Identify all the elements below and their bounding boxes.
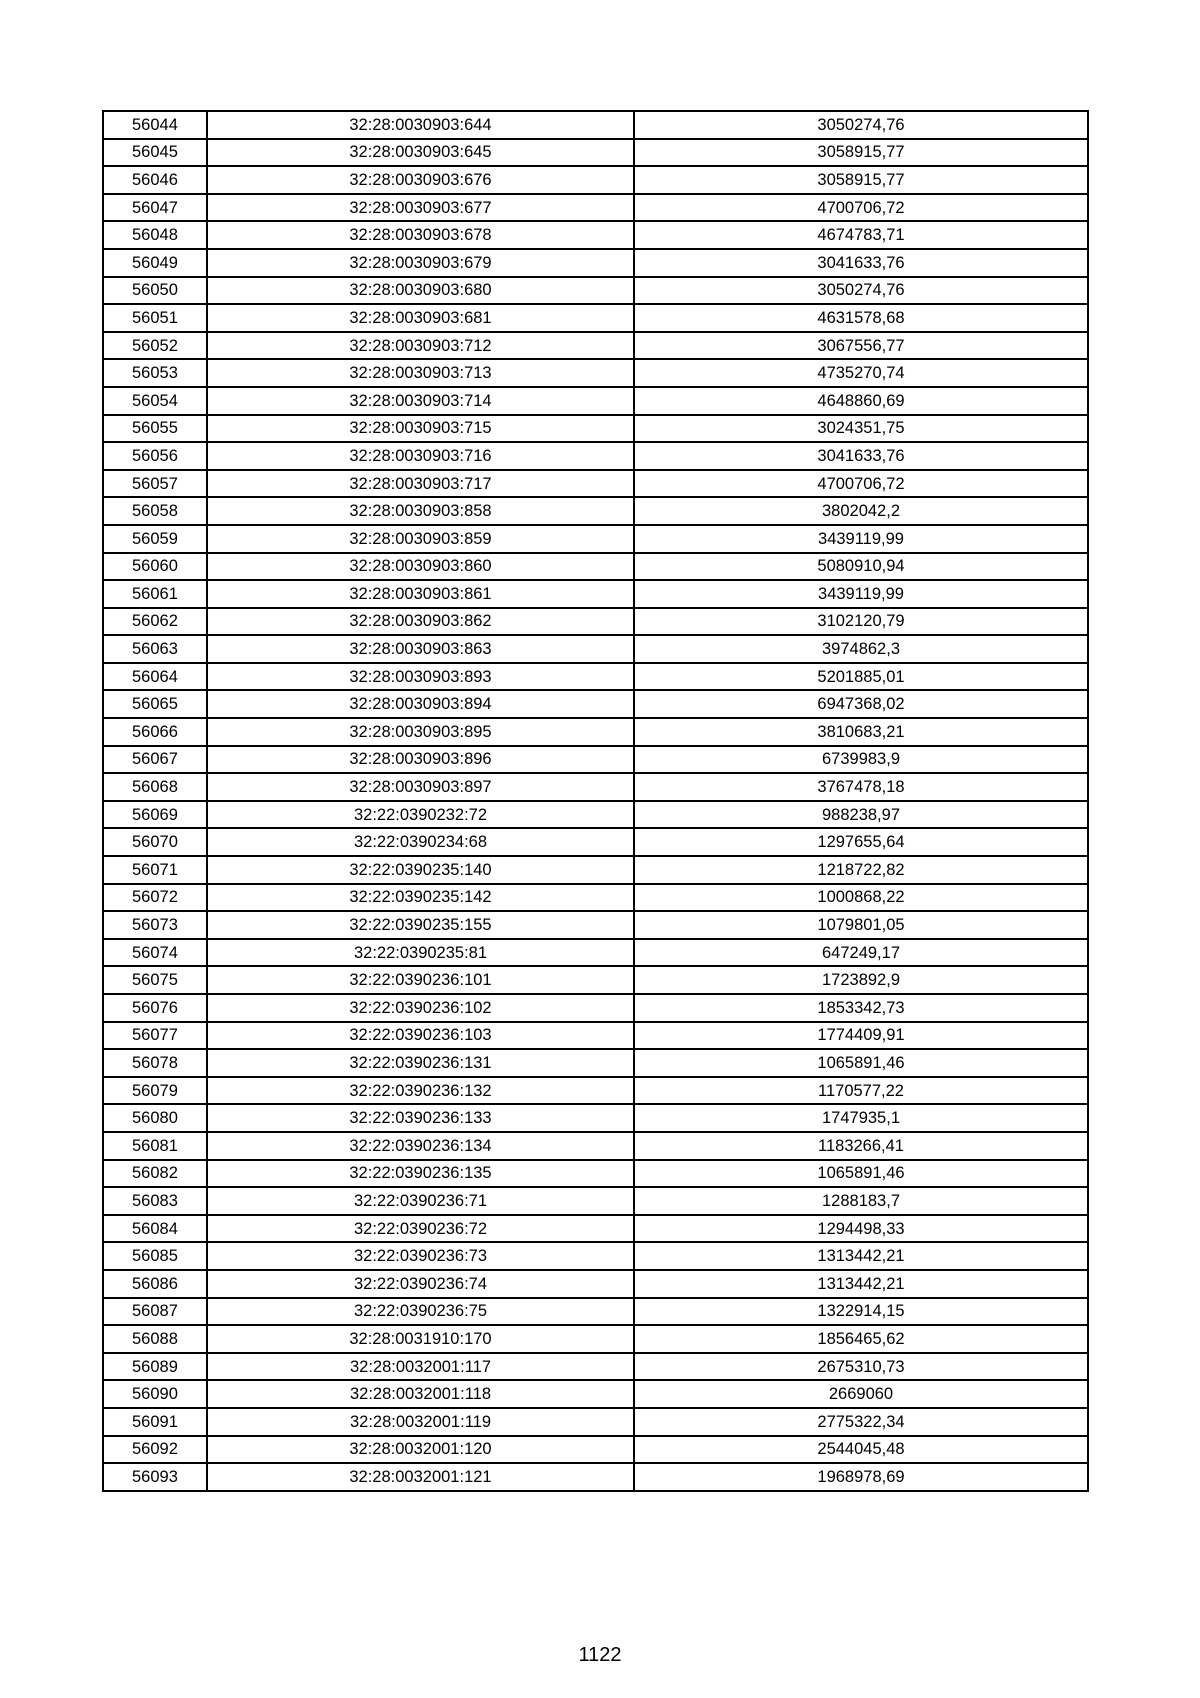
row-number-cell: 56051 [103, 304, 207, 332]
cadastral-number-cell: 32:22:0390234:68 [207, 828, 634, 856]
cadastral-value-cell: 1218722,82 [634, 856, 1088, 884]
cadastral-number-cell: 32:28:0032001:117 [207, 1353, 634, 1381]
table-row [103, 718, 1088, 746]
cadastral-value-cell: 5201885,01 [634, 663, 1088, 691]
row-number-cell: 56072 [103, 884, 207, 912]
cadastral-value-cell: 4700706,72 [634, 470, 1088, 498]
cadastral-value-cell: 4674783,71 [634, 221, 1088, 249]
table-row [103, 773, 1088, 801]
cadastral-value-cell: 3024351,75 [634, 415, 1088, 443]
cadastral-value-cell: 1313442,21 [634, 1270, 1088, 1298]
row-number-cell: 56067 [103, 746, 207, 774]
row-number-cell: 56048 [103, 221, 207, 249]
table-row [103, 1298, 1088, 1326]
cadastral-number-cell: 32:22:0390235:142 [207, 884, 634, 912]
cadastral-number-cell: 32:28:0030903:862 [207, 608, 634, 636]
cadastral-value-cell: 1288183,7 [634, 1187, 1088, 1215]
cadastral-value-cell: 3802042,2 [634, 497, 1088, 525]
table-row [103, 194, 1088, 222]
cadastral-number-cell: 32:28:0030903:858 [207, 497, 634, 525]
cadastral-value-cell: 2669060 [634, 1380, 1088, 1408]
table-row [103, 553, 1088, 581]
cadastral-value-cell: 4648860,69 [634, 387, 1088, 415]
cadastral-number-cell: 32:22:0390236:134 [207, 1132, 634, 1160]
cadastral-value-cell: 2775322,34 [634, 1408, 1088, 1436]
row-number-cell: 56055 [103, 415, 207, 443]
cadastral-number-cell: 32:22:0390235:140 [207, 856, 634, 884]
cadastral-value-cell: 1747935,1 [634, 1104, 1088, 1132]
table-row [103, 470, 1088, 498]
row-number-cell: 56063 [103, 635, 207, 663]
row-number-cell: 56046 [103, 166, 207, 194]
cadastral-value-cell: 2544045,48 [634, 1436, 1088, 1464]
table-row [103, 1187, 1088, 1215]
table-row [103, 966, 1088, 994]
table-row [103, 525, 1088, 553]
cadastral-value-cell: 3767478,18 [634, 773, 1088, 801]
cadastral-value-cell: 3050274,76 [634, 277, 1088, 305]
cadastral-value-cell: 3974862,3 [634, 635, 1088, 663]
table-row [103, 994, 1088, 1022]
table-body [103, 111, 1088, 1491]
cadastral-number-cell: 32:28:0030903:897 [207, 773, 634, 801]
cadastral-value-cell: 1774409,91 [634, 1022, 1088, 1050]
row-number-cell: 56054 [103, 387, 207, 415]
row-number-cell: 56070 [103, 828, 207, 856]
row-number-cell: 56088 [103, 1325, 207, 1353]
cadastral-number-cell: 32:28:0031910:170 [207, 1325, 634, 1353]
cadastral-value-cell: 1079801,05 [634, 911, 1088, 939]
table-row [103, 635, 1088, 663]
cadastral-number-cell: 32:22:0390236:74 [207, 1270, 634, 1298]
table-row [103, 497, 1088, 525]
row-number-cell: 56044 [103, 111, 207, 139]
row-number-cell: 56073 [103, 911, 207, 939]
cadastral-value-cell: 3058915,77 [634, 139, 1088, 167]
cadastral-number-cell: 32:22:0390236:132 [207, 1077, 634, 1105]
table-row [103, 580, 1088, 608]
row-number-cell: 56062 [103, 608, 207, 636]
cadastral-value-cell: 3041633,76 [634, 442, 1088, 470]
row-number-cell: 56064 [103, 663, 207, 691]
cadastral-number-cell: 32:28:0030903:860 [207, 553, 634, 581]
cadastral-value-cell: 4700706,72 [634, 194, 1088, 222]
table-row [103, 304, 1088, 332]
cadastral-number-cell: 32:28:0030903:678 [207, 221, 634, 249]
cadastral-value-cell: 1853342,73 [634, 994, 1088, 1022]
row-number-cell: 56082 [103, 1160, 207, 1188]
cadastral-value-cell: 1322914,15 [634, 1298, 1088, 1326]
cadastral-value-cell: 3067556,77 [634, 332, 1088, 360]
cadastral-number-cell: 32:28:0030903:716 [207, 442, 634, 470]
cadastral-number-cell: 32:22:0390235:155 [207, 911, 634, 939]
cadastral-value-cell: 1723892,9 [634, 966, 1088, 994]
row-number-cell: 56068 [103, 773, 207, 801]
table-row [103, 166, 1088, 194]
cadastral-value-cell: 5080910,94 [634, 553, 1088, 581]
cadastral-number-cell: 32:22:0390236:73 [207, 1242, 634, 1270]
cadastral-value-cell: 3058915,77 [634, 166, 1088, 194]
row-number-cell: 56049 [103, 249, 207, 277]
row-number-cell: 56083 [103, 1187, 207, 1215]
cadastral-number-cell: 32:28:0032001:121 [207, 1463, 634, 1491]
table-row [103, 1353, 1088, 1381]
table-row [103, 1104, 1088, 1132]
table-row [103, 663, 1088, 691]
table-row [103, 1215, 1088, 1243]
table-row [103, 1132, 1088, 1160]
cadastral-number-cell: 32:28:0030903:679 [207, 249, 634, 277]
cadastral-value-table [102, 110, 1089, 1492]
table-row [103, 111, 1088, 139]
row-number-cell: 56089 [103, 1353, 207, 1381]
cadastral-number-cell: 32:28:0030903:676 [207, 166, 634, 194]
cadastral-value-cell: 1968978,69 [634, 1463, 1088, 1491]
table-row [103, 911, 1088, 939]
row-number-cell: 56061 [103, 580, 207, 608]
cadastral-value-cell: 3041633,76 [634, 249, 1088, 277]
table-row [103, 442, 1088, 470]
cadastral-value-cell: 1065891,46 [634, 1160, 1088, 1188]
cadastral-number-cell: 32:28:0032001:118 [207, 1380, 634, 1408]
row-number-cell: 56056 [103, 442, 207, 470]
table-row [103, 1022, 1088, 1050]
cadastral-value-cell: 3810683,21 [634, 718, 1088, 746]
cadastral-number-cell: 32:22:0390236:102 [207, 994, 634, 1022]
table-row [103, 939, 1088, 967]
table-row [103, 1160, 1088, 1188]
row-number-cell: 56071 [103, 856, 207, 884]
row-number-cell: 56059 [103, 525, 207, 553]
row-number-cell: 56080 [103, 1104, 207, 1132]
row-number-cell: 56081 [103, 1132, 207, 1160]
cadastral-number-cell: 32:28:0030903:681 [207, 304, 634, 332]
cadastral-value-cell: 1856465,62 [634, 1325, 1088, 1353]
row-number-cell: 56075 [103, 966, 207, 994]
cadastral-value-cell: 647249,17 [634, 939, 1088, 967]
cadastral-number-cell: 32:28:0030903:717 [207, 470, 634, 498]
cadastral-number-cell: 32:28:0030903:863 [207, 635, 634, 663]
cadastral-value-cell: 3050274,76 [634, 111, 1088, 139]
row-number-cell: 56066 [103, 718, 207, 746]
row-number-cell: 56069 [103, 801, 207, 829]
table-row [103, 801, 1088, 829]
table-row [103, 387, 1088, 415]
table-row [103, 359, 1088, 387]
table-row [103, 1380, 1088, 1408]
cadastral-value-cell: 6947368,02 [634, 690, 1088, 718]
cadastral-number-cell: 32:28:0030903:712 [207, 332, 634, 360]
row-number-cell: 56057 [103, 470, 207, 498]
cadastral-value-cell: 3102120,79 [634, 608, 1088, 636]
cadastral-number-cell: 32:22:0390232:72 [207, 801, 634, 829]
row-number-cell: 56086 [103, 1270, 207, 1298]
cadastral-number-cell: 32:22:0390236:75 [207, 1298, 634, 1326]
row-number-cell: 56047 [103, 194, 207, 222]
table-row [103, 415, 1088, 443]
table-row [103, 277, 1088, 305]
table-row [103, 249, 1088, 277]
row-number-cell: 56076 [103, 994, 207, 1022]
table-row [103, 1270, 1088, 1298]
cadastral-number-cell: 32:22:0390236:135 [207, 1160, 634, 1188]
row-number-cell: 56079 [103, 1077, 207, 1105]
cadastral-value-cell: 3439119,99 [634, 525, 1088, 553]
row-number-cell: 56074 [103, 939, 207, 967]
cadastral-value-cell: 4631578,68 [634, 304, 1088, 332]
row-number-cell: 56052 [103, 332, 207, 360]
table-row [103, 221, 1088, 249]
cadastral-value-cell: 1183266,41 [634, 1132, 1088, 1160]
cadastral-number-cell: 32:28:0030903:894 [207, 690, 634, 718]
table-row [103, 856, 1088, 884]
row-number-cell: 56053 [103, 359, 207, 387]
table-row [103, 884, 1088, 912]
cadastral-number-cell: 32:28:0030903:859 [207, 525, 634, 553]
cadastral-value-cell: 988238,97 [634, 801, 1088, 829]
row-number-cell: 56091 [103, 1408, 207, 1436]
cadastral-number-cell: 32:28:0030903:713 [207, 359, 634, 387]
cadastral-number-cell: 32:22:0390236:103 [207, 1022, 634, 1050]
cadastral-number-cell: 32:22:0390236:133 [207, 1104, 634, 1132]
row-number-cell: 56065 [103, 690, 207, 718]
table-row [103, 332, 1088, 360]
row-number-cell: 56045 [103, 139, 207, 167]
cadastral-value-cell: 3439119,99 [634, 580, 1088, 608]
cadastral-number-cell: 32:28:0030903:715 [207, 415, 634, 443]
table-row [103, 690, 1088, 718]
cadastral-number-cell: 32:28:0030903:714 [207, 387, 634, 415]
table-row [103, 1242, 1088, 1270]
cadastral-number-cell: 32:22:0390236:131 [207, 1049, 634, 1077]
row-number-cell: 56078 [103, 1049, 207, 1077]
table-row [103, 139, 1088, 167]
cadastral-value-cell: 1065891,46 [634, 1049, 1088, 1077]
cadastral-number-cell: 32:28:0030903:893 [207, 663, 634, 691]
cadastral-number-cell: 32:22:0390235:81 [207, 939, 634, 967]
page-number: 1122 [578, 1644, 622, 1666]
cadastral-number-cell: 32:28:0030903:644 [207, 111, 634, 139]
cadastral-value-cell: 1313442,21 [634, 1242, 1088, 1270]
cadastral-value-cell: 4735270,74 [634, 359, 1088, 387]
cadastral-number-cell: 32:28:0030903:895 [207, 718, 634, 746]
cadastral-number-cell: 32:22:0390236:71 [207, 1187, 634, 1215]
row-number-cell: 56084 [103, 1215, 207, 1243]
row-number-cell: 56093 [103, 1463, 207, 1491]
cadastral-value-cell: 1294498,33 [634, 1215, 1088, 1243]
row-number-cell: 56092 [103, 1436, 207, 1464]
cadastral-number-cell: 32:28:0030903:680 [207, 277, 634, 305]
cadastral-number-cell: 32:22:0390236:101 [207, 966, 634, 994]
row-number-cell: 56085 [103, 1242, 207, 1270]
table-row [103, 608, 1088, 636]
cadastral-number-cell: 32:28:0030903:896 [207, 746, 634, 774]
cadastral-number-cell: 32:28:0032001:119 [207, 1408, 634, 1436]
table-row [103, 746, 1088, 774]
table-row [103, 1436, 1088, 1464]
row-number-cell: 56087 [103, 1298, 207, 1326]
row-number-cell: 56090 [103, 1380, 207, 1408]
table-row [103, 1077, 1088, 1105]
cadastral-value-cell: 1170577,22 [634, 1077, 1088, 1105]
cadastral-value-cell: 1297655,64 [634, 828, 1088, 856]
table-row [103, 828, 1088, 856]
cadastral-value-cell: 2675310,73 [634, 1353, 1088, 1381]
cadastral-number-cell: 32:28:0032001:120 [207, 1436, 634, 1464]
cadastral-number-cell: 32:28:0030903:861 [207, 580, 634, 608]
row-number-cell: 56060 [103, 553, 207, 581]
cadastral-number-cell: 32:28:0030903:677 [207, 194, 634, 222]
row-number-cell: 56050 [103, 277, 207, 305]
table-row [103, 1408, 1088, 1436]
cadastral-value-cell: 6739983,9 [634, 746, 1088, 774]
row-number-cell: 56077 [103, 1022, 207, 1050]
table-row [103, 1325, 1088, 1353]
table-row [103, 1049, 1088, 1077]
cadastral-value-cell: 1000868,22 [634, 884, 1088, 912]
row-number-cell: 56058 [103, 497, 207, 525]
table-row [103, 1463, 1088, 1491]
cadastral-number-cell: 32:22:0390236:72 [207, 1215, 634, 1243]
cadastral-number-cell: 32:28:0030903:645 [207, 139, 634, 167]
